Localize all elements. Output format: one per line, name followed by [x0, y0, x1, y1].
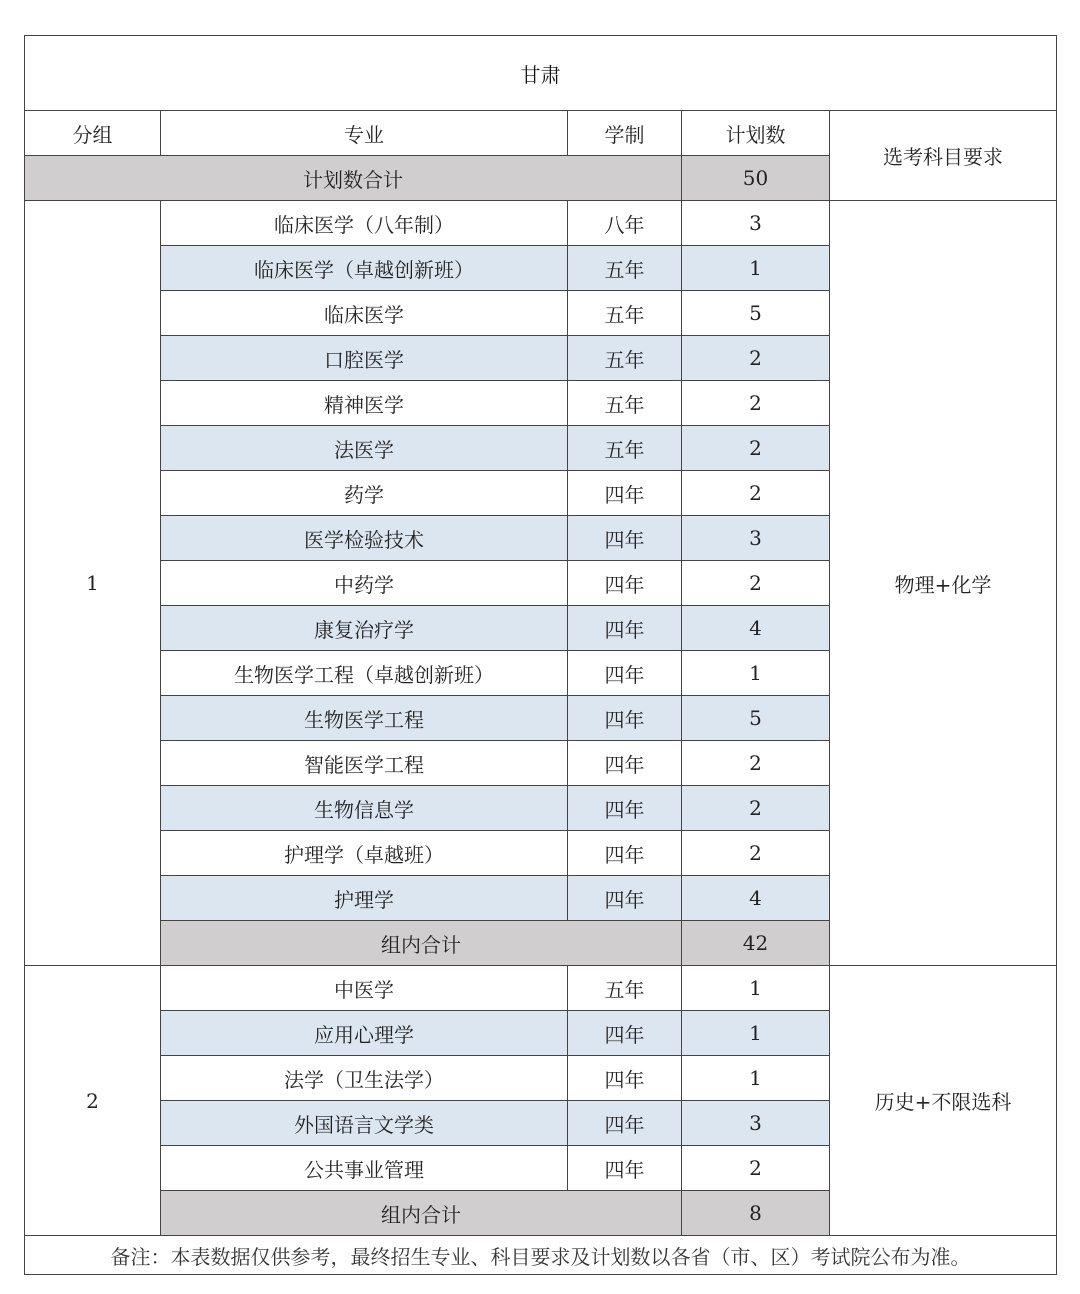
duration-cell: 四年 [568, 741, 682, 786]
plan-cell: 1 [682, 651, 830, 696]
header-major: 专业 [161, 111, 568, 156]
major-cell: 生物信息学 [161, 786, 568, 831]
duration-cell: 四年 [568, 1056, 682, 1101]
footnote: 备注：本表数据仅供参考，最终招生专业、科目要求及计划数以各省（市、区）考试院公布为准。 [25, 1236, 1057, 1275]
major-cell: 临床医学（卓越创新班） [161, 246, 568, 291]
total-value: 50 [682, 156, 830, 201]
duration-cell: 四年 [568, 696, 682, 741]
plan-cell: 1 [682, 1011, 830, 1056]
duration-cell: 四年 [568, 606, 682, 651]
plan-cell: 2 [682, 426, 830, 471]
duration-cell: 四年 [568, 876, 682, 921]
subject-requirement: 历史+不限选科 [830, 966, 1057, 1236]
plan-cell: 2 [682, 381, 830, 426]
note-row [25, 1236, 1057, 1275]
major-cell: 法学（卫生法学） [161, 1056, 568, 1101]
plan-cell: 3 [682, 201, 830, 246]
duration-cell: 四年 [568, 1101, 682, 1146]
subtotal-value: 42 [682, 921, 830, 966]
duration-cell: 五年 [568, 246, 682, 291]
duration-cell: 四年 [568, 516, 682, 561]
major-cell: 公共事业管理 [161, 1146, 568, 1191]
duration-cell: 四年 [568, 1011, 682, 1056]
subtotal-label: 组内合计 [161, 921, 682, 966]
duration-cell: 四年 [568, 831, 682, 876]
subtotal-label: 组内合计 [161, 1191, 682, 1236]
page-title: 甘肃 [25, 36, 1057, 111]
table-row [25, 966, 1057, 1011]
plan-cell: 2 [682, 336, 830, 381]
major-cell: 护理学（卓越班） [161, 831, 568, 876]
groups-body [25, 201, 1057, 1236]
major-cell: 应用心理学 [161, 1011, 568, 1056]
duration-cell: 四年 [568, 786, 682, 831]
plan-cell: 3 [682, 516, 830, 561]
major-cell: 护理学 [161, 876, 568, 921]
plan-cell: 2 [682, 831, 830, 876]
duration-cell: 五年 [568, 336, 682, 381]
header-group: 分组 [25, 111, 161, 156]
major-cell: 医学检验技术 [161, 516, 568, 561]
duration-cell: 四年 [568, 1146, 682, 1191]
duration-cell: 四年 [568, 561, 682, 606]
major-cell: 药学 [161, 471, 568, 516]
major-cell: 中医学 [161, 966, 568, 1011]
plan-cell: 2 [682, 1146, 830, 1191]
major-cell: 临床医学 [161, 291, 568, 336]
major-cell: 康复治疗学 [161, 606, 568, 651]
duration-cell: 四年 [568, 651, 682, 696]
plan-cell: 1 [682, 246, 830, 291]
group-id: 1 [25, 201, 161, 966]
major-cell: 生物医学工程（卓越创新班） [161, 651, 568, 696]
plan-cell: 2 [682, 561, 830, 606]
duration-cell: 五年 [568, 381, 682, 426]
plan-cell: 2 [682, 741, 830, 786]
plan-cell: 4 [682, 876, 830, 921]
major-cell: 精神医学 [161, 381, 568, 426]
major-cell: 外国语言文学类 [161, 1101, 568, 1146]
total-label: 计划数合计 [25, 156, 682, 201]
major-cell: 智能医学工程 [161, 741, 568, 786]
plan-cell: 3 [682, 1101, 830, 1146]
enrollment-plan-table [24, 35, 1057, 1275]
group-id: 2 [25, 966, 161, 1236]
major-cell: 中药学 [161, 561, 568, 606]
plan-cell: 2 [682, 786, 830, 831]
major-cell: 口腔医学 [161, 336, 568, 381]
header-row [25, 111, 1057, 156]
header-plan: 计划数 [682, 111, 830, 156]
plan-cell: 5 [682, 696, 830, 741]
major-cell: 临床医学（八年制） [161, 201, 568, 246]
title-row [25, 36, 1057, 111]
duration-cell: 五年 [568, 291, 682, 336]
duration-cell: 五年 [568, 426, 682, 471]
subject-requirement: 物理+化学 [830, 201, 1057, 966]
plan-cell: 5 [682, 291, 830, 336]
header-subjects: 选考科目要求 [830, 111, 1057, 201]
plan-cell: 1 [682, 966, 830, 1011]
duration-cell: 四年 [568, 471, 682, 516]
plan-cell: 4 [682, 606, 830, 651]
duration-cell: 八年 [568, 201, 682, 246]
table-row [25, 201, 1057, 246]
duration-cell: 五年 [568, 966, 682, 1011]
plan-cell: 1 [682, 1056, 830, 1101]
header-duration: 学制 [568, 111, 682, 156]
plan-cell: 2 [682, 471, 830, 516]
subtotal-value: 8 [682, 1191, 830, 1236]
major-cell: 法医学 [161, 426, 568, 471]
major-cell: 生物医学工程 [161, 696, 568, 741]
